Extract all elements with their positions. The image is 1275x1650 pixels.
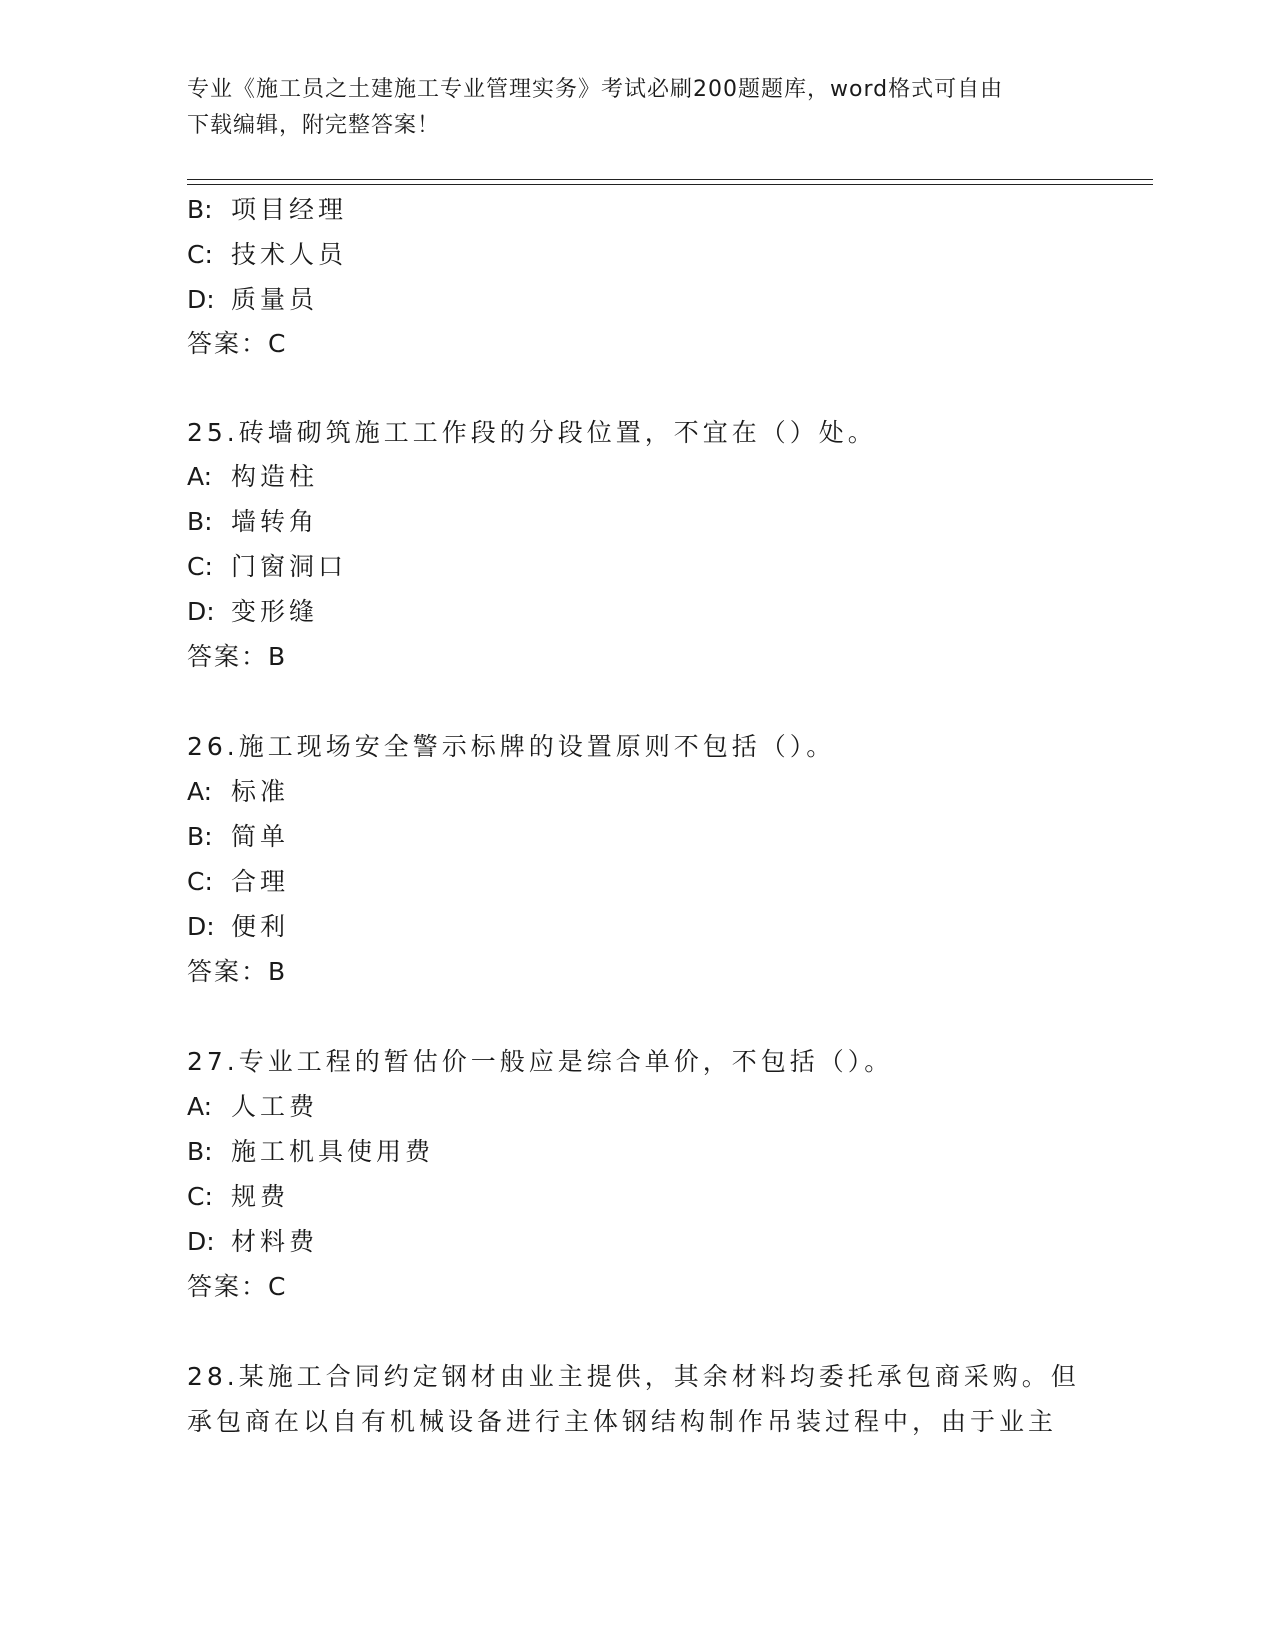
answer-value: B — [268, 957, 286, 986]
answer-label: 答案： — [187, 1272, 269, 1301]
option-text: 质量员 — [231, 285, 319, 314]
option-key: A: — [187, 1092, 213, 1121]
answer-label: 答案： — [187, 957, 269, 986]
option-b — [187, 1135, 434, 1169]
option-d — [187, 1225, 318, 1259]
option-text: 变形缝 — [231, 597, 319, 626]
option-key: A: — [187, 462, 213, 491]
option-d — [187, 910, 289, 944]
option-key: A: — [187, 777, 213, 806]
option-text: 标准 — [231, 777, 290, 806]
question-stem: 25.砖墙砌筑施工工作段的分段位置，不宜在（）处。 — [187, 418, 877, 447]
answer-label: 答案： — [187, 642, 269, 671]
option-b — [187, 820, 289, 854]
option-text: 简单 — [231, 822, 290, 851]
option-key: C: — [187, 240, 213, 269]
option-text: 便利 — [231, 912, 290, 941]
option-text: 门窗洞口 — [231, 552, 348, 581]
option-key: C: — [187, 1182, 213, 1211]
option-key: D: — [187, 597, 215, 626]
question-stem: 27.专业工程的暂估价一般应是综合单价，不包括（）。 — [187, 1047, 894, 1076]
option-d — [187, 283, 318, 317]
option-key: B: — [187, 507, 213, 536]
option-text: 技术人员 — [231, 240, 348, 269]
option-key: B: — [187, 822, 213, 851]
option-text: 项目经理 — [231, 195, 348, 224]
answer-value: C — [268, 329, 286, 358]
option-key: D: — [187, 285, 215, 314]
answer-line — [187, 327, 285, 361]
option-a — [187, 1090, 318, 1124]
option-key: C: — [187, 552, 213, 581]
document-header — [187, 72, 1067, 144]
option-text: 墙转角 — [231, 507, 319, 536]
answer-value: C — [268, 1272, 286, 1301]
option-text: 施工机具使用费 — [231, 1137, 435, 1166]
option-key: B: — [187, 1137, 213, 1166]
answer-line — [187, 955, 285, 989]
option-c — [187, 865, 289, 899]
option-key: B: — [187, 195, 213, 224]
option-c — [187, 550, 347, 584]
option-b — [187, 505, 318, 539]
answer-value: B — [268, 642, 286, 671]
option-text: 构造柱 — [231, 462, 319, 491]
option-c — [187, 238, 347, 272]
option-text: 材料费 — [231, 1227, 319, 1256]
header-line-2: 下载编辑，附完整答案！ — [187, 113, 441, 138]
option-a — [187, 460, 318, 494]
option-b — [187, 193, 347, 227]
question-stem-continued: 承包商在以自有机械设备进行主体钢结构制作吊装过程中，由于业主 — [187, 1407, 1058, 1436]
option-a — [187, 775, 289, 809]
option-c — [187, 1180, 289, 1214]
option-key: C: — [187, 867, 213, 896]
option-key: D: — [187, 912, 215, 941]
option-text: 合理 — [231, 867, 290, 896]
option-text: 规费 — [231, 1182, 290, 1211]
answer-label: 答案： — [187, 329, 269, 358]
header-line-1: 专业《施工员之土建施工专业管理实务》考试必刷200题题库，word格式可自由 — [187, 77, 1004, 102]
option-text: 人工费 — [231, 1092, 319, 1121]
answer-line — [187, 640, 285, 674]
question-stem: 26.施工现场安全警示标牌的设置原则不包括（）。 — [187, 732, 836, 761]
header-divider-bottom — [187, 184, 1153, 185]
option-d — [187, 595, 318, 629]
option-key: D: — [187, 1227, 215, 1256]
header-divider-top — [187, 179, 1153, 180]
question-stem: 28.某施工合同约定钢材由业主提供，其余材料均委托承包商采购。但 — [187, 1362, 1080, 1391]
answer-line — [187, 1270, 285, 1304]
